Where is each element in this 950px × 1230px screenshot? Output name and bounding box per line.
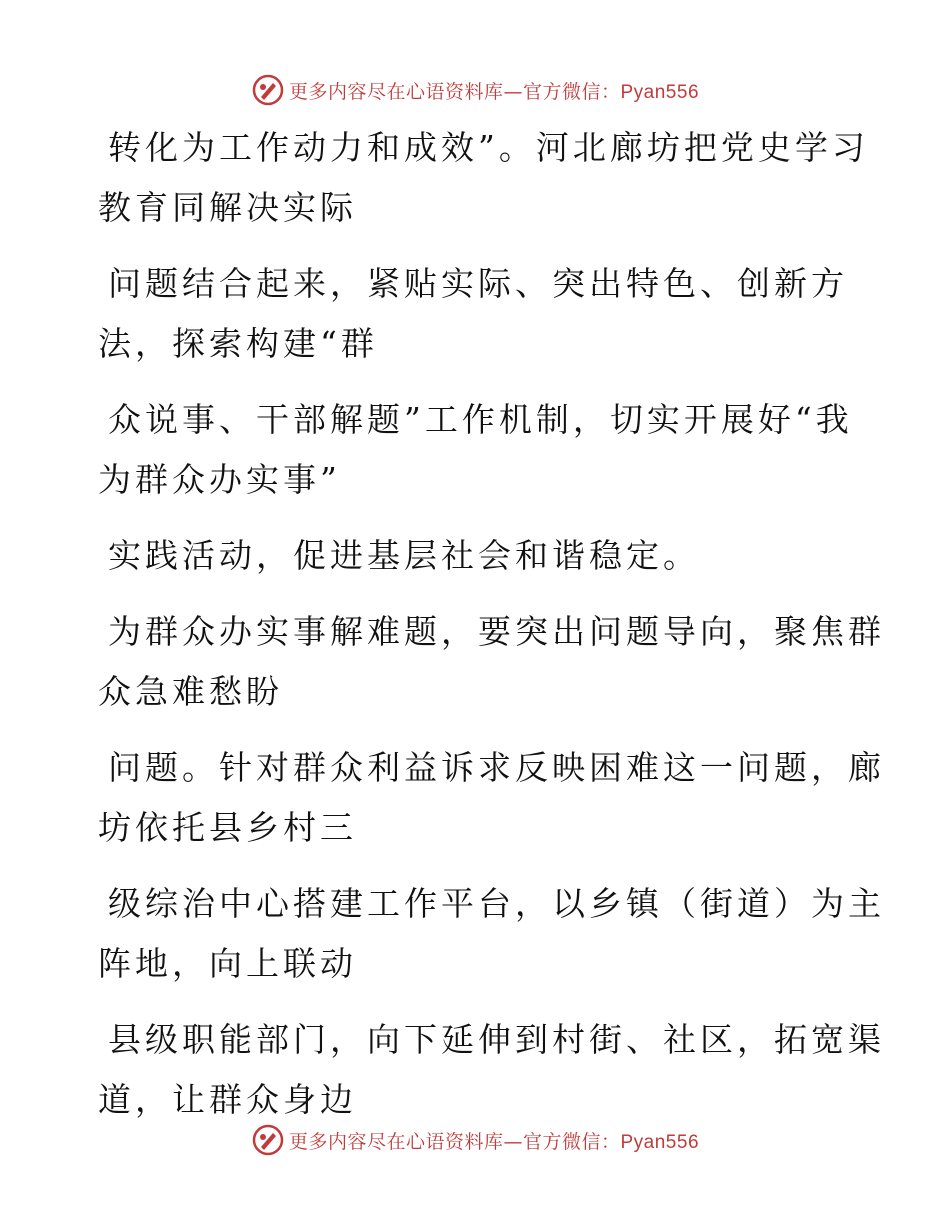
text-line: 问题结合起来，紧贴实际、突出特色、创新方 — [108, 264, 848, 303]
watermark-wechat-id: Pyan556 — [620, 1131, 700, 1153]
watermark-label: 更多内容尽在心语资料库—官方微信： — [288, 1130, 621, 1153]
text-line: 众急难愁盼 — [98, 672, 283, 711]
header-watermark — [0, 70, 950, 110]
paragraph — [98, 738, 885, 858]
paragraph — [98, 390, 853, 510]
text-line: 转化为工作动力和成效”。河北廊坊把党史学习 — [108, 128, 869, 167]
pen-nib-logo-icon — [251, 73, 285, 107]
text-line: 问题。针对群众利益诉求反映困难这一问题，廊 — [108, 748, 885, 787]
text-line: 道，让群众身边 — [98, 1080, 357, 1119]
pen-nib-logo-icon — [251, 1123, 285, 1157]
text-line: 众说事、干部解题”工作机制，切实开展好“我 — [108, 400, 853, 439]
paragraph — [98, 254, 848, 374]
footer-watermark — [0, 1120, 950, 1160]
paragraph — [98, 1010, 885, 1130]
watermark-wechat-id: Pyan556 — [620, 81, 700, 103]
paragraph — [98, 526, 838, 586]
document-body — [98, 118, 885, 1146]
text-line: 级综治中心搭建工作平台，以乡镇（街道）为主 — [108, 884, 885, 923]
paragraph — [98, 602, 885, 722]
watermark-label: 更多内容尽在心语资料库—官方微信： — [288, 80, 621, 103]
text-line: 教育同解决实际 — [98, 188, 357, 227]
text-line: 为群众办实事” — [98, 460, 341, 499]
paragraph — [98, 874, 885, 994]
watermark-text — [289, 77, 699, 104]
paragraph — [98, 118, 869, 238]
watermark-text — [289, 1127, 699, 1154]
text-line: 实践活动，促进基层社会和谐稳定。 — [108, 536, 700, 575]
text-line: 为群众办实事解难题，要突出问题导向，聚焦群 — [108, 612, 885, 651]
text-line: 法，探索构建“群 — [98, 324, 378, 363]
text-line: 阵地，向上联动 — [98, 944, 357, 983]
text-line: 坊依托县乡村三 — [98, 808, 357, 847]
text-line: 县级职能部门，向下延伸到村街、社区，拓宽渠 — [108, 1020, 885, 1059]
